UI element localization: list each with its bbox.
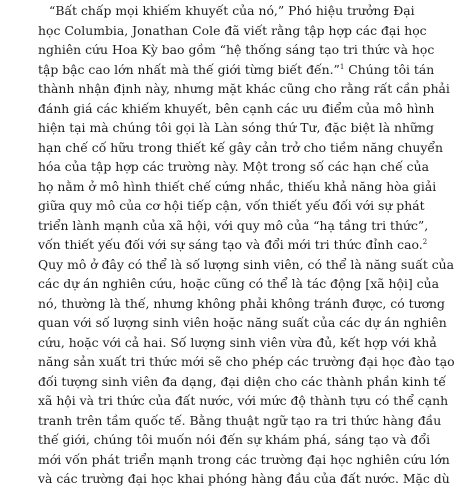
text-line-content: giữa quy mô của cơ hội tiếp cận, vốn thiết yếu đối với sự phát [38,198,425,213]
text-line [38,235,428,255]
text-line-content: và các trường đại học khai phóng hàng đầu của đất nước. Mặc dù [38,471,450,486]
footnote-marker[interactable]: 1 [339,62,345,71]
text-line [38,138,443,158]
text-line-content: hạn chế cố hữu trong thiết kế gây cản trở cho tiềm năng chuyển [38,139,443,155]
text-line-content: thế giới, chúng tôi muốn nói đến sự khám phá, sáng tạo và đổi [38,432,431,447]
text-line [38,118,434,138]
text-line-content: thành nhận định này, nhưng mặt khác cũng cho rằng rất cần phải [38,81,450,96]
text-line-content: vốn thiết yếu đối với sự sáng tạo và đổi mới tri thức đỉnh cao. [38,237,423,252]
footnote-marker[interactable]: 2 [422,237,428,246]
text-line-tail: Chúng tôi tán [344,61,435,77]
text-line [38,99,435,119]
text-line-content: “Bất chấp mọi khiếm khuyết của nó,” Phó hiệu trưởng Đại [49,3,415,18]
text-line [38,255,455,275]
text-line [38,40,435,60]
text-line-content: đánh giá các khiếm khuyết, bên cạnh các ưu điểm của mô hình [38,100,435,116]
text-line-content: học Columbia, Jonathan Cole đã viết rằng tập hợp các đại học [38,22,427,38]
text-line [38,411,442,431]
text-line-content: Quy mô ở đây có thể là số lượng sinh viên, có thể là năng suất của [38,256,455,272]
text-line [38,391,449,411]
text-line-content: hiện tại mà chúng tôi gọi là Làn sóng thứ Tư, đặc biệt là những [38,120,434,135]
text-line-content: đối tượng sinh viên đa dạng, đại diện cho các thành phần kinh tế [38,373,447,389]
text-line [38,430,431,450]
text-line [38,1,415,21]
text-line [38,60,435,80]
text-line [38,352,455,372]
text-line [38,274,439,294]
text-line [38,196,425,216]
text-line-content: tập bậc cao lớn nhất mà thế giới từng biết đến.” [38,61,340,77]
text-line [38,79,450,99]
text-line-content: quan với số lượng sinh viên hoặc năng suất của các dự án nghiên [38,315,447,330]
text-line [38,450,450,470]
text-line [38,294,445,314]
text-line-content: các dự án nghiên cứu, hoặc cũng có thể là tác động [xã hội] của [38,276,439,291]
text-line [38,333,437,353]
text-line [38,21,427,41]
text-line [38,216,429,236]
text-line [38,177,437,197]
text-line [38,372,447,392]
text-line-content: xã hội và tri thức của đất nước, với mức độ thành tựu có thể cạnh [38,393,449,408]
text-line [38,313,447,333]
body-paragraph [38,1,455,489]
text-line-content: hóa của tập hợp các trường này. Một trong số các hạn chế của [38,159,429,174]
text-line [38,469,450,489]
text-line [38,157,429,177]
text-line-content: nghiên cứu Hoa Kỳ bao gồm “hệ thống sáng tạo tri thức và học [38,42,435,57]
text-line-content: mới vốn phát triển mạnh trong các trường đại học nghiên cứu lớn [38,451,450,467]
text-line-content: triển lành mạnh của xã hội, với quy mô của “hạ tầng tri thức”, [38,217,429,233]
text-line-content: tranh trên tầm quốc tế. Bằng thuật ngữ tạo ra tri thức hàng đầu [38,412,442,428]
text-line-content: năng sản xuất tri thức mới sẽ cho phép các trường đại học đào tạo [38,354,455,369]
text-line-content: họ nằm ở mô hình thiết chế cứng nhắc, thiếu khả năng hòa giải [38,178,437,194]
text-line-content: nó, thường là thế, nhưng không phải không tránh được, có tương [38,295,445,311]
text-line-content: cứu, hoặc với cả hai. Số lượng sinh viên vừa đủ, kết hợp với khả [38,334,437,350]
